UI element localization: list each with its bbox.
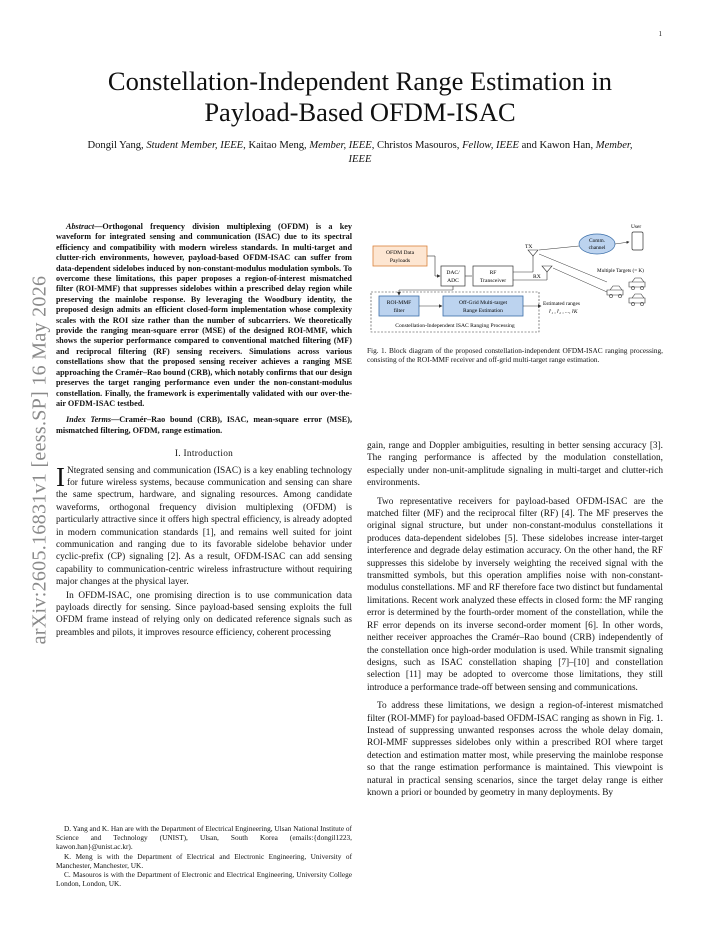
comm-channel-label-2: channel (588, 245, 606, 251)
index-terms-label: Index Terms (66, 415, 112, 425)
abstract-label: Abstract (66, 222, 95, 231)
left-column (56, 222, 352, 639)
author-2: , Kaitao Meng, (243, 140, 310, 151)
offgrid-label-2: Range Estimation (463, 308, 503, 314)
paper-title: Constellation-Independent Range Estimation in Payload-Based OFDM-ISAC (107, 66, 613, 127)
page-number: 1 (658, 30, 662, 38)
right-column (367, 440, 663, 799)
block-diagram-svg (367, 222, 663, 352)
author-3-role: Fellow, IEEE (462, 140, 519, 151)
estimated-ranges-values: r̂₁ , r̂₂ , ..., r̂K (549, 309, 578, 315)
figure-1-block-diagram (367, 222, 663, 352)
right-paragraph-0: gain, range and Doppler ambiguities, resulting in better sensing accuracy [3]. The ranging performance is affected by the modulation constellation, especially under non-unit-amplitude signaling in multi-target and clutter-rich environments. (367, 441, 663, 489)
abstract (56, 222, 352, 409)
roi-mmf-label-1: ROI-MMF (386, 300, 412, 306)
abstract-text: —Orthogonal frequency division multiplexing (OFDM) is a key waveform for integrated sensing and communication (ISAC) due to its spectral efficiency and compatibility with modern wireless standards. In multi-target and clutter-rich environments, however, payload-based OFDM-ISAC can suffer from data-dependent sidelobes induced by non-constant-modulus modulation symbols. To overcome these limitations, this paper proposes a region-of-interest mismatched filter (ROI-MMF) that suppresses sidelobes within a prescribed delay region while preserving the mainlobe response. By leveraging the Woodbury identity, the proposed design admits an efficient closed-form implementation whose complexity scales with the ROI size rather than the number of subcarriers. We theoretically provide the ranging mean-square error (MSE) of the designed ROI-MMF, which shows the superior performance compared to conventional matched filtering (MF) and reciprocal filtering (RF) sensing receivers. Simulations across various constellations show that the proposed sensing receiver achieves a ranging MSE approaching the Cramér–Rao bound (CRB), which notably confirms that our design preserves the target ranging performance even under the non-constant-modulus constellation. Finally, the framework is experimentally validated with our over-the-air OFDM-ISAC testbed. (56, 222, 352, 408)
dac-adc-label-2: ADC (447, 278, 459, 284)
author-1-role: Student Member, IEEE (146, 140, 244, 151)
comm-channel-cloud-icon (579, 234, 615, 254)
tx-label: TX (525, 244, 533, 250)
footnote-2: K. Meng is with the Department of Electrical and Electronic Engineering, University of Manchester, Manchester, UK. (56, 851, 352, 870)
author-4-role: Member, IEEE (348, 140, 633, 165)
intro-paragraph-2: In OFDM-ISAC, one promising direction is to use communication data payloads directly for sensing. Since payload-based sensing exploits the full OFDM frame instead of relying only on dedicated reference signals such as preambles and pilots, it improves resource efficiency, coherent processing (56, 590, 352, 638)
right-paragraph-1: Two representative receivers for payload-based OFDM-ISAC are the matched filter (MF) and the reciprocal filter (RF) [4]. The MF preserves the original signal structure, but under non-constant-modulus constellations it produces data-dependent sidelobes [5]. These sidelobes increase inter-target interference and degrade delay estimation accuracy. On the other hand, the RF suppresses this sidelobe by inversely weighting the received signal with the transmitted symbols, but this operation amplifies noise with non-constant-modulus constellations. MF and RF therefore face two distinct but fundamental limitations. Recent work analyzed these effects in closed form: the MF ranging error is determined by the fourth-order moment of the constellation, while the RF error depends on its inverse second-order moment [6]. In other words, neither receiver approaches the Cramér–Rao bound (CRB) independently of the constellation once high-order modulation is used. While transmit signaling designs, such as ISAC constellation shaping [7]–[10] and constellation selection [11] may be adopted to overcome those limitations, they still introduce a performance trade-off between sensing and communications. (367, 496, 663, 693)
footnotes (56, 824, 352, 888)
offgrid-label-1: Off-Grid Multi-target (458, 300, 508, 306)
rx-label: RX (533, 274, 541, 280)
rf-transceiver-label-1: RF (489, 270, 497, 276)
footnote-1: D. Yang and K. Han are with the Department of Electrical Engineering, Ulsan National Institute of Science and Technology (UNIST), Ulsan, South Korea (emails:{dongil1223, kawon.han}@unist.ac.kr). (56, 824, 352, 852)
figure-1-caption: Fig. 1. Block diagram of the proposed constellation-independent OFDM-ISAC ranging processing, consisting of the ROI-MMF receiver and off-grid multi-target range estimation. (367, 346, 663, 364)
arxiv-stamp: arXiv:2605.16831v1 [eess.SP] 16 May 2026 (28, 275, 51, 645)
index-terms (56, 415, 352, 436)
multiple-targets-label: Multiple Targets (= K) (597, 268, 644, 274)
author-4: and Kawon Han, (518, 140, 596, 151)
index-terms-text: —Cramér–Rao bound (CRB), ISAC, mean-square error (MSE), mismatched filtering, OFDM, range estimation. (56, 415, 352, 435)
ofdm-payloads-label-2: Payloads (389, 258, 411, 264)
author-list (80, 139, 640, 166)
intro-paragraph-1 (56, 461, 352, 589)
drop-cap: I (56, 461, 65, 492)
estimated-ranges-label: Estimated ranges (543, 301, 580, 307)
processing-box-label: Constellation-Independent ISAC Ranging Processing (395, 323, 515, 329)
rx-antenna-icon (542, 266, 552, 272)
target-car-icon (607, 278, 645, 306)
author-1: Dongil Yang, (87, 140, 147, 151)
footnote-3: C. Masouros is with the Department of Electronic and Electrical Engineering, University College London, London, UK. (56, 870, 352, 889)
rf-transceiver-label-2: Transceiver (479, 278, 507, 284)
author-3: , Christos Masouros, (371, 140, 463, 151)
author-2-role: Member, IEEE (309, 140, 372, 151)
section-heading-introduction: I. Introduction (174, 449, 234, 460)
user-phone-icon (632, 232, 643, 250)
tx-antenna-icon (528, 250, 538, 256)
ofdm-payloads-label-1: OFDM Data (385, 250, 415, 256)
intro-paragraph-1-text: Ntegrated sensing and communication (ISAC) is a key enabling technology for future wireless systems, because communication and sensing can share the same spectrum, hardware, and signaling resources. Among candidate waveforms, orthogonal frequency division multiplexing (OFDM) is particularly attractive since it offers high spectral efficiency, is already adopted in modern communication standards [1], and remains well suited for joint communication and ranging due to its favorable sidelobe behavior under cyclic-prefix (CP) signaling [2]. As a result, OFDM-ISAC can add sensing capability to communication-centric wireless infrastructure without requiring major changes at the physical layer. (56, 465, 352, 588)
user-label: User (631, 224, 642, 230)
right-paragraph-2: To address these limitations, we design a region-of-interest mismatched filter (ROI-MMF) for payload-based OFDM-ISAC ranging as shown in Fig. 1. Instead of suppressing unwanted responses across the whole delay domain, ROI-MMF suppresses sidelobes only within a prescribed ROI where target detection and estimation matter most, while preserving the mainlobe response so that the range estimation performance is maintained. This viewpoint is natural in practical sensing scenarios, since the target delay range is either known a priori or bounded by geometry in many deployments. By (367, 701, 663, 798)
roi-mmf-label-2: filter (393, 308, 405, 314)
comm-channel-label-1: Comm. (588, 238, 606, 244)
dac-adc-label-1: DAC/ (446, 270, 460, 276)
